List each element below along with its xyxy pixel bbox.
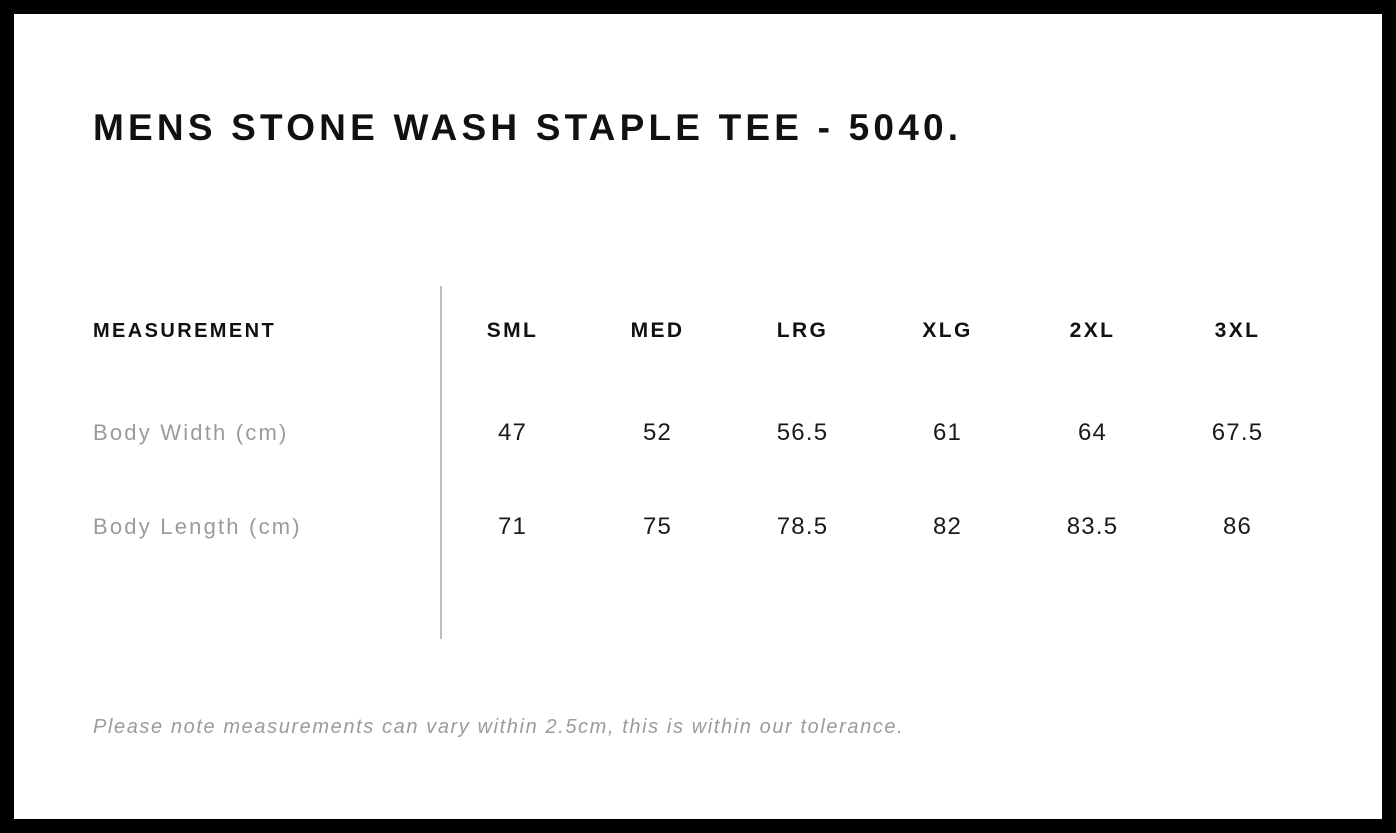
cell-body-length-2xl: 83.5	[1066, 513, 1119, 540]
cell-body-length-sml: 71	[497, 513, 528, 540]
cell-body-width-xlg: 61	[932, 419, 963, 446]
cell-body-length-3xl: 86	[1222, 513, 1253, 540]
size-table-container	[93, 276, 1308, 574]
size-header-sml: SML	[486, 319, 539, 342]
cell-body-length-lrg: 78.5	[776, 513, 829, 540]
cell-body-width-3xl: 67.5	[1211, 419, 1264, 446]
cell-body-width-med: 52	[642, 419, 673, 446]
size-header-3xl: 3XL	[1214, 319, 1261, 342]
cell-body-length-xlg: 82	[932, 513, 963, 540]
size-header-2xl: 2XL	[1069, 319, 1116, 342]
size-table-head	[93, 276, 1310, 386]
size-header-med: MED	[630, 319, 685, 342]
size-table-body	[93, 386, 1310, 574]
size-header-lrg: LRG	[776, 319, 829, 342]
cell-body-length-med: 75	[642, 513, 673, 540]
page-title: MENS STONE WASH STAPLE TEE - 5040.	[93, 107, 963, 148]
row-label-body-length: Body Length (cm)	[93, 514, 302, 539]
cell-body-width-2xl: 64	[1077, 419, 1108, 446]
cell-body-width-sml: 47	[497, 419, 528, 446]
size-header-xlg: XLG	[922, 319, 973, 342]
size-table	[93, 276, 1310, 574]
table-row	[93, 386, 1310, 480]
table-header-row	[93, 276, 1310, 386]
size-chart-page	[14, 14, 1382, 819]
row-label-body-width: Body Width (cm)	[93, 420, 289, 445]
tolerance-note: Please note measurements can vary within 2.5cm, this is within our tolerance.	[93, 716, 905, 738]
table-row	[93, 480, 1310, 574]
cell-body-width-lrg: 56.5	[776, 419, 829, 446]
measurement-column-header: MEASUREMENT	[93, 319, 277, 342]
